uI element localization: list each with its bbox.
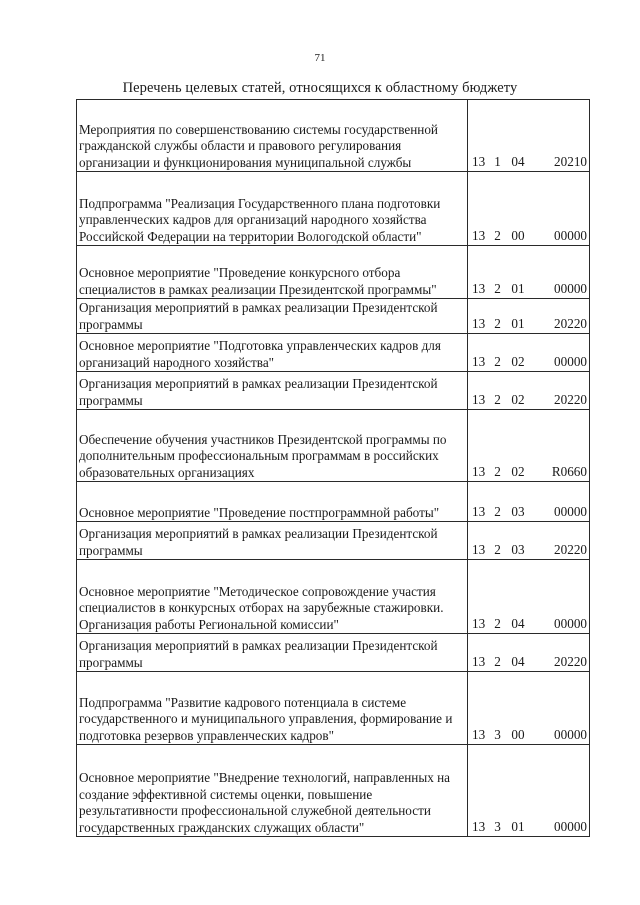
row-code [468,334,590,372]
code-subprogram: 2 [494,280,501,296]
row-description: Подпрограмма "Реализация Государственного плана подготовки управленческих кадров для организаций народного хозяйства Российской Федерации на территории Вологодской области" [77,172,468,246]
code-subprogram: 2 [494,463,501,479]
code-measure: 01 [511,280,525,296]
row-code [468,246,590,299]
table-row [77,372,590,410]
table-row [77,482,590,522]
code-direction: 00000 [554,503,587,519]
code-measure: 04 [511,615,525,631]
code-subprogram: 2 [494,503,501,519]
code-direction: 00000 [554,615,587,631]
row-code [468,372,590,410]
code-measure: 03 [511,541,525,557]
row-description: Обеспечение обучения участников Президентской программы по дополнительным профессиональным программам в российских образовательных организациях [77,410,468,482]
row-description: Основное мероприятие "Проведение конкурсного отбора специалистов в рамках реализации Президентской программы" [77,246,468,299]
table-row [77,299,590,334]
table-row [77,100,590,172]
table-row [77,672,590,745]
code-direction: 20220 [554,391,587,407]
page-number: 71 [314,52,326,64]
code-program: 13 [472,463,486,479]
row-description: Организация мероприятий в рамках реализации Президентской программы [77,634,468,672]
row-code [468,299,590,334]
row-code [468,410,590,482]
table-row [77,634,590,672]
row-description: Организация мероприятий в рамках реализации Президентской программы [77,522,468,560]
code-program: 13 [472,726,486,742]
row-description: Мероприятия по совершенствованию системы государственной гражданской службы области и правового регулирования организации и функционирования муниципальной службы [77,100,468,172]
code-subprogram: 2 [494,227,501,243]
code-program: 13 [472,818,486,834]
code-measure: 02 [511,353,525,369]
code-program: 13 [472,153,486,169]
row-description: Организация мероприятий в рамках реализации Президентской программы [77,372,468,410]
code-program: 13 [472,353,486,369]
code-measure: 00 [511,726,525,742]
table-row [77,246,590,299]
code-direction: 00000 [554,353,587,369]
code-subprogram: 2 [494,315,501,331]
code-measure: 01 [511,315,525,331]
code-subprogram: 1 [494,153,501,169]
code-measure: 02 [511,391,525,407]
code-program: 13 [472,503,486,519]
code-subprogram: 2 [494,653,501,669]
code-program: 13 [472,227,486,243]
row-code [468,522,590,560]
row-description: Основное мероприятие "Подготовка управленческих кадров для организаций народного хозяйства" [77,334,468,372]
row-code [468,172,590,246]
code-program: 13 [472,541,486,557]
row-code [468,745,590,837]
code-direction: 20210 [554,153,587,169]
code-program: 13 [472,280,486,296]
code-measure: 01 [511,818,525,834]
row-description: Подпрограмма "Развитие кадрового потенциала в системе государственного и муниципального управления, формирование и подготовка резервов управленческих кадров" [77,672,468,745]
row-code [468,560,590,634]
code-subprogram: 3 [494,818,501,834]
code-subprogram: 2 [494,541,501,557]
code-subprogram: 3 [494,726,501,742]
row-description: Основное мероприятие "Проведение постпрограммной работы" [77,482,468,522]
code-measure: 00 [511,227,525,243]
table-row [77,745,590,837]
code-subprogram: 2 [494,391,501,407]
code-direction: 00000 [554,280,587,296]
code-direction: 20220 [554,541,587,557]
row-code [468,482,590,522]
code-direction: 20220 [554,315,587,331]
row-code [468,672,590,745]
code-measure: 03 [511,503,525,519]
code-measure: 04 [511,653,525,669]
code-subprogram: 2 [494,353,501,369]
code-program: 13 [472,653,486,669]
code-program: 13 [472,315,486,331]
row-code [468,634,590,672]
code-direction: 00000 [554,818,587,834]
table-row [77,334,590,372]
table-row [77,172,590,246]
code-measure: 04 [511,153,525,169]
row-description: Основное мероприятие "Внедрение технологий, направленных на создание эффективной системы оценки, повышение результативности профессиональной служебной деятельности государственных гражданских служащих области" [77,745,468,837]
code-program: 13 [472,391,486,407]
code-direction: 00000 [554,726,587,742]
code-program: 13 [472,615,486,631]
row-description: Основное мероприятие "Методическое сопровождение участия специалистов в конкурсных отборах на зарубежные стажировки. Организация работы Региональной комиссии" [77,560,468,634]
code-direction: 00000 [554,227,587,243]
table-row [77,522,590,560]
table-row [77,560,590,634]
row-description: Организация мероприятий в рамках реализации Президентской программы [77,299,468,334]
row-code [468,100,590,172]
code-measure: 02 [511,463,525,479]
page-title: Перечень целевых статей, относящихся к областному бюджету [122,80,518,96]
table-row [77,410,590,482]
code-direction: 20220 [554,653,587,669]
budget-items-table [76,99,590,837]
code-direction: R0660 [551,463,587,479]
code-subprogram: 2 [494,615,501,631]
